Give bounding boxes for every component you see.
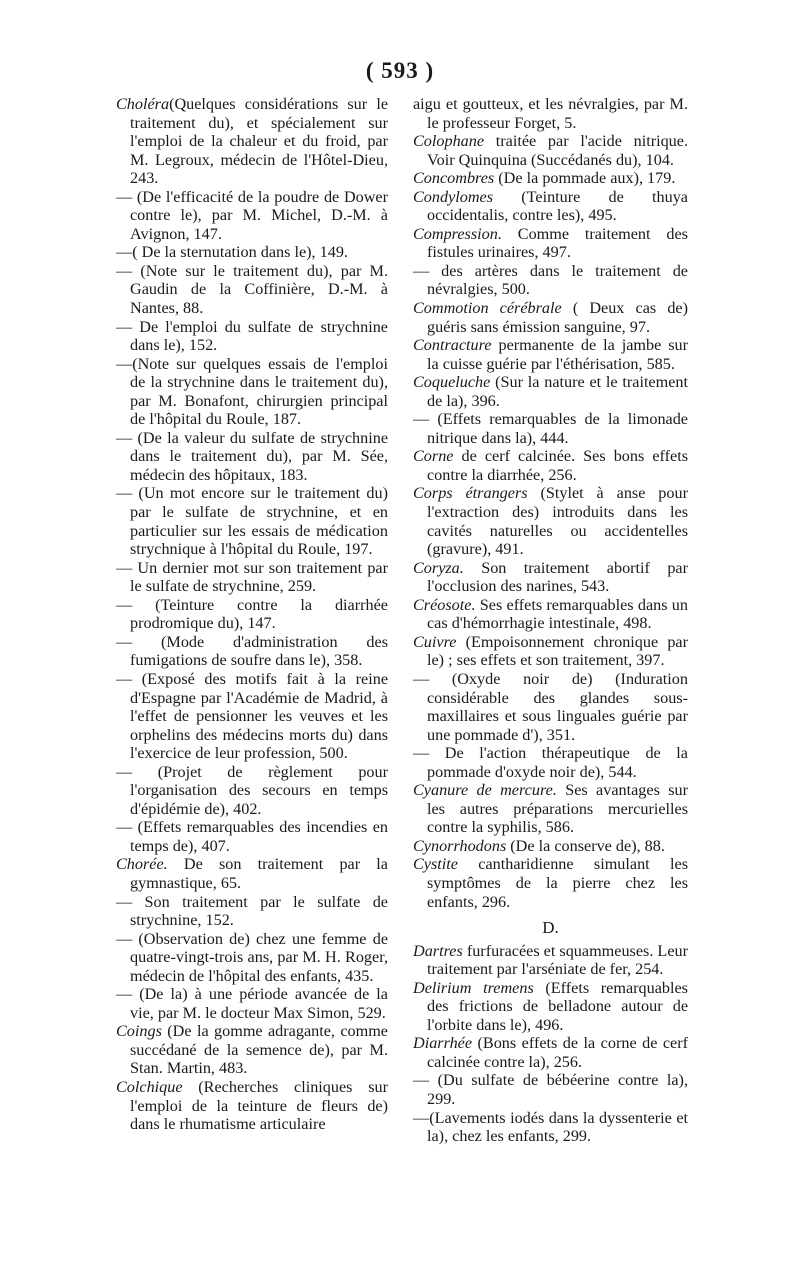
entry-text: — (Observation de) chez une femme de quatre-vingt-trois ans, par M. H. Roger, médecin de l'hôpital des enfants, 435. <box>116 929 388 985</box>
entry-heading: Diarrhée <box>413 1034 473 1053</box>
index-entry <box>413 299 688 336</box>
index-entry <box>413 942 688 979</box>
index-entry <box>116 429 388 485</box>
entry-heading: Cynorrhodons <box>413 836 507 855</box>
entry-text: — (Effets remarquables des incendies en temps de), 407. <box>116 818 388 855</box>
entry-text: Ses avantages sur les autres préparations mercurielles contre la syphilis, 586. <box>427 781 688 837</box>
entry-heading: Chorée. <box>116 855 168 874</box>
entry-text: furfuracées et squammeuses. Leur traitement par l'arséniate de fer, 254. <box>427 941 688 979</box>
index-entry <box>413 1071 688 1108</box>
entry-text: — (Un mot encore sur le traitement du) par le sulfate de strychnine, et en particulier sur les essais de médication strychnique à l'hôpital du Roule, 197. <box>116 484 388 559</box>
entry-text: —(Note sur quelques essais de l'emploi de la strychnine dans le traitement du), par M. Bonafont, chirurgien principal de l'hôpital du Roule, 187. <box>116 354 388 429</box>
index-entry <box>116 855 388 892</box>
entry-text: Ses effets remarquables dans un cas d'hémorrhagie intestinale, 498. <box>427 595 688 633</box>
index-entry <box>116 985 388 1022</box>
index-entry <box>116 633 388 670</box>
index-entry <box>413 336 688 373</box>
entry-heading: Compression. <box>413 224 502 243</box>
index-entry <box>413 373 688 410</box>
index-entry <box>413 188 688 225</box>
entry-text: (Bons effets de la corne de cerf calcinée contre la), 256. <box>427 1034 688 1071</box>
entry-text: — Son traitement par le sulfate de strychnine, 152. <box>116 892 388 930</box>
entry-text: — Un dernier mot sur son traitement par le sulfate de strychnine, 259. <box>116 558 388 596</box>
index-entry <box>116 596 388 633</box>
entry-heading: Condylomes <box>413 187 494 206</box>
entry-text: permanente de la jambe sur la cuisse guérie par l'éthérisation, 585. <box>427 336 688 373</box>
entry-text: — (De la) à une période avancée de la vie, par M. le docteur Max Simon, 529. <box>116 985 388 1022</box>
entry-text: — (Mode d'administration des fumigations de soufre dans le), 358. <box>116 632 388 670</box>
entry-text: — (Effets remarquables de la limonade nitrique dans la), 444. <box>413 410 688 447</box>
entry-heading: Coings <box>116 1022 162 1041</box>
entry-heading: Contracture <box>413 336 492 355</box>
entry-text: cantharidienne simulant les symptômes de la pierre chez les enfants, 296. <box>427 855 688 911</box>
index-entry <box>116 763 388 819</box>
index-entry <box>116 484 388 558</box>
index-entry <box>116 188 388 244</box>
index-entry <box>413 781 688 837</box>
entry-heading: Colchique <box>116 1077 183 1096</box>
section-heading: D. <box>542 918 559 938</box>
index-entry <box>413 225 688 262</box>
index-entry <box>116 893 388 930</box>
index-entry <box>116 95 388 188</box>
index-entry <box>413 262 688 299</box>
entry-heading: Coqueluche <box>413 373 491 392</box>
right-column <box>413 95 688 1146</box>
entry-heading: Commotion cérébrale <box>413 299 562 318</box>
entry-text: — De l'action thérapeutique de la pommade d'oxyde noir de), 544. <box>413 744 688 781</box>
entry-text: traitée par l'acide nitrique. Voir Quinquina (Succédanés du), 104. <box>427 132 688 169</box>
index-entry <box>413 447 688 484</box>
index-entry <box>116 930 388 986</box>
entry-text: Comme traitement des fistules urinaires, 497. <box>427 224 688 262</box>
entry-heading: Coryza. <box>413 558 464 577</box>
index-entry <box>116 818 388 855</box>
index-entry <box>413 484 688 558</box>
entry-text: — (Exposé des motifs fait à la reine d'Espagne par l'Académie de Madrid, à l'effet de pensionner les veuves et les orphelins des médecins morts du) dans l'exercice de leur profession, 500. <box>116 669 388 763</box>
entry-heading: Corps étrangers <box>413 484 528 503</box>
left-column <box>116 95 388 1134</box>
entry-text: Son traitement abortif par l'occlusion des narines, 543. <box>427 558 688 596</box>
entry-heading: Cystite <box>413 855 458 874</box>
entry-text: — (Projet de règlement pour l'organisation des secours en temps d'épidémie de), 402. <box>116 762 388 818</box>
entry-heading: Créosote. <box>413 595 476 614</box>
entry-text: (Sur la nature et le traitement de la), 396. <box>427 373 688 410</box>
index-entry <box>413 95 688 132</box>
index-entry <box>413 670 688 744</box>
entry-text: — De l'emploi du sulfate de strychnine dans le), 152. <box>116 317 388 355</box>
entry-text: (Effets remarquables des frictions de belladone autour de l'orbite dans le), 496. <box>427 978 688 1034</box>
entry-text: —( De la sternutation dans le), 149. <box>116 243 348 262</box>
entry-heading: Delirium tremens <box>413 978 534 997</box>
index-entry <box>116 355 388 429</box>
index-entry <box>413 559 688 596</box>
entry-text: (Stylet à anse pour l'extraction des) introduits dans les cavités naturelles ou accidentelles (gravure), 491. <box>427 484 688 559</box>
page-number: ( 593 ) <box>365 58 435 83</box>
index-entry <box>413 596 688 633</box>
index-entry <box>413 1109 688 1146</box>
entry-text: De son traitement par la gymnastique, 65. <box>130 855 388 892</box>
index-entry <box>413 837 688 856</box>
entry-heading: Corne <box>413 447 454 466</box>
index-entry <box>413 979 688 1035</box>
index-entry <box>116 318 388 355</box>
index-entry <box>413 744 688 781</box>
entry-text: de cerf calcinée. Ses bons effets contre la diarrhée, 256. <box>427 447 688 484</box>
entry-text: — (Oxyde noir de) (Induration considérable des glandes sous-maxillaires et sous linguales guérie par une pommade d'), 351. <box>413 669 688 744</box>
index-entry <box>413 410 688 447</box>
entry-text: — (Du sulfate de bébéerine contre la), 299. <box>413 1071 688 1108</box>
index-entry <box>413 855 688 911</box>
entry-text: — (De l'efficacité de la poudre de Dower contre le), par M. Michel, D.-M. à Avignon, 147. <box>116 187 388 243</box>
entry-text: —(Lavements iodés dans la dyssenterie et la), chez les enfants, 299. <box>413 1108 688 1146</box>
entry-text: (Recherches cliniques sur l'emploi de la teinture de fleurs de) dans le rhumatisme articulaire <box>130 1077 388 1134</box>
entry-text: ( Deux cas de) guéris sans émission sanguine, 97. <box>427 299 688 336</box>
index-entry <box>116 1022 388 1078</box>
entry-text: (Teinture de thuya occidentalis, contre les), 495. <box>427 187 688 225</box>
index-entry <box>413 132 688 169</box>
entry-heading: Cuivre <box>413 632 457 651</box>
index-entry <box>116 262 388 318</box>
entry-text: — (De la valeur du sulfate de strychnine dans le traitement du), par M. Sée, médecin des hôpitaux, 183. <box>116 428 388 484</box>
entry-text: (Quelques considérations sur le traitement du), et spécialement sur l'emploi de la chaleur et du froid, par M. Legroux, médecin de l'Hôtel-Dieu, 243. <box>130 95 388 188</box>
entry-heading: Colophane <box>413 132 485 151</box>
entry-heading: Choléra <box>116 95 170 113</box>
entry-heading: Dartres <box>413 941 463 960</box>
index-entry <box>413 169 688 188</box>
entry-text: — (Teinture contre la diarrhée prodromique du), 147. <box>116 595 388 633</box>
index-entry <box>116 670 388 763</box>
entry-text: — des artères dans le traitement de névralgies, 500. <box>413 261 688 299</box>
entry-text: (De la pommade aux), 179. <box>494 169 676 188</box>
index-entry <box>116 559 388 596</box>
entry-text: (De la conserve de), 88. <box>506 836 665 855</box>
entry-text: (Empoisonnement chronique par le) ; ses effets et son traitement, 397. <box>427 632 688 670</box>
index-entry <box>413 633 688 670</box>
entry-heading: Concombres <box>413 169 495 188</box>
entry-text: — (Note sur le traitement du), par M. Gaudin de la Coffinière, D.-M. à Nantes, 88. <box>116 261 388 318</box>
index-entry <box>116 1078 388 1134</box>
index-entry <box>413 1034 688 1071</box>
index-entry <box>116 243 388 262</box>
entry-heading: Cyanure de mercure. <box>413 781 557 800</box>
entry-text: (De la gomme adragante, comme succédané de la semence de), par M. Stan. Martin, 483. <box>130 1022 388 1078</box>
entry-text: aigu et goutteux, et les névralgies, par M. le professeur Forget, 5. <box>413 95 688 132</box>
